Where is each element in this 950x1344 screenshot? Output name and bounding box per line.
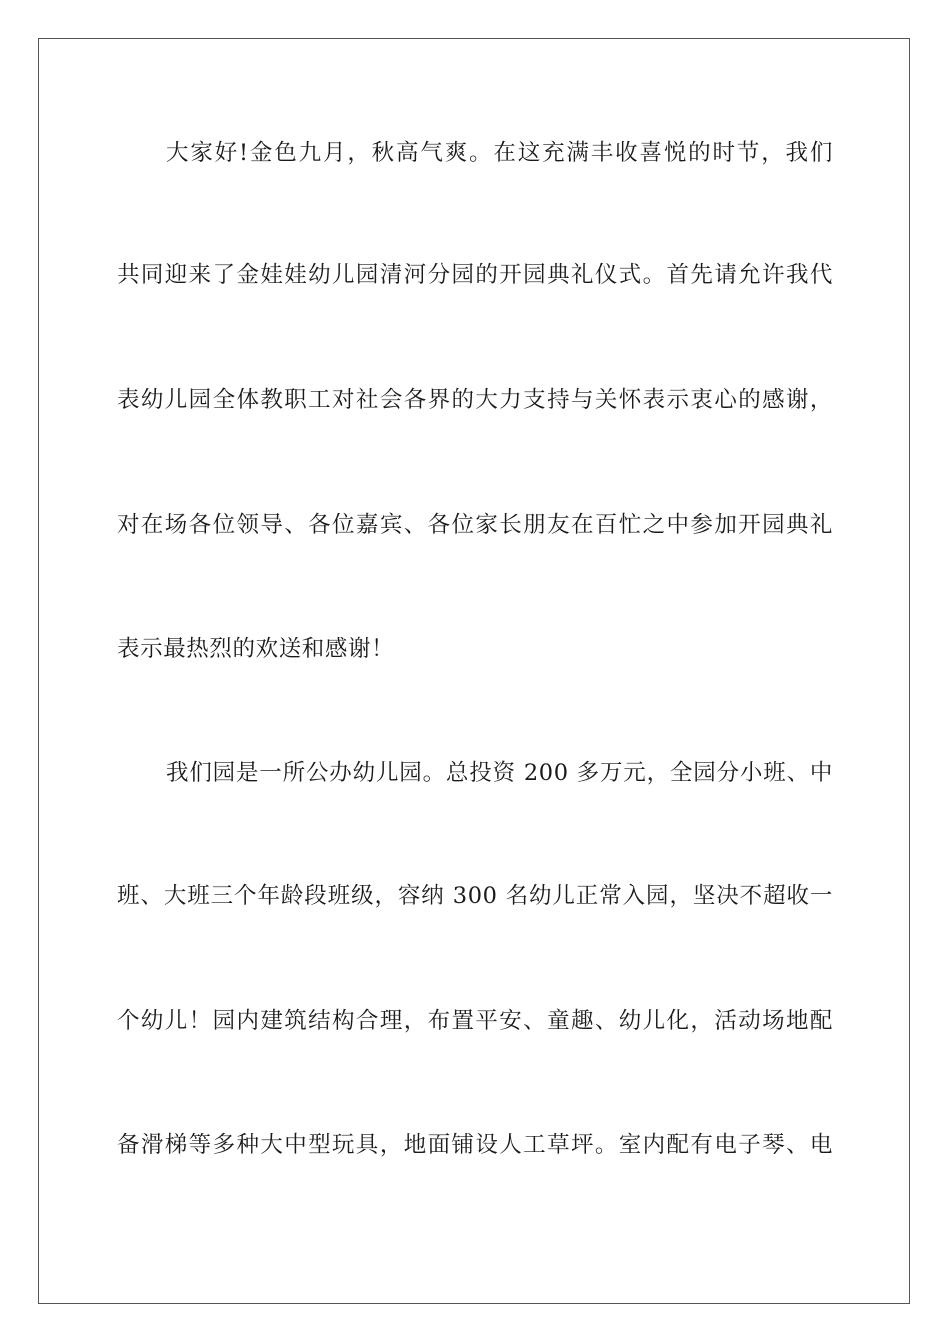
text-line: 班、大班三个年龄段班级，容纳 300 名幼儿正常入园，坚决不超收一 bbox=[117, 883, 833, 909]
text-line: 大家好!金色九月，秋高气爽。在这充满丰收喜悦的时节，我们 bbox=[166, 140, 833, 166]
text-line: 表幼儿园全体教职工对社会各界的大力支持与关怀表示衷心的感谢， bbox=[117, 387, 833, 413]
text-line: 我们园是一所公办幼儿园。总投资 200 多万元，全园分小班、中 bbox=[166, 760, 833, 786]
text-line: 对在场各位领导、各位嘉宾、各位家长朋友在百忙之中参加开园典礼 bbox=[117, 512, 833, 538]
page-border bbox=[38, 38, 910, 1304]
text-line: 表示最热烈的欢送和感谢！ bbox=[117, 636, 395, 662]
text-line: 共同迎来了金娃娃幼儿园清河分园的开园典礼仪式。首先请允许我代 bbox=[117, 262, 833, 288]
text-line: 个幼儿！园内建筑结构合理，布置平安、童趣、幼儿化，活动场地配 bbox=[117, 1008, 833, 1034]
text-line: 备滑梯等多种大中型玩具，地面铺设人工草坪。室内配有电子琴、电 bbox=[117, 1132, 833, 1158]
